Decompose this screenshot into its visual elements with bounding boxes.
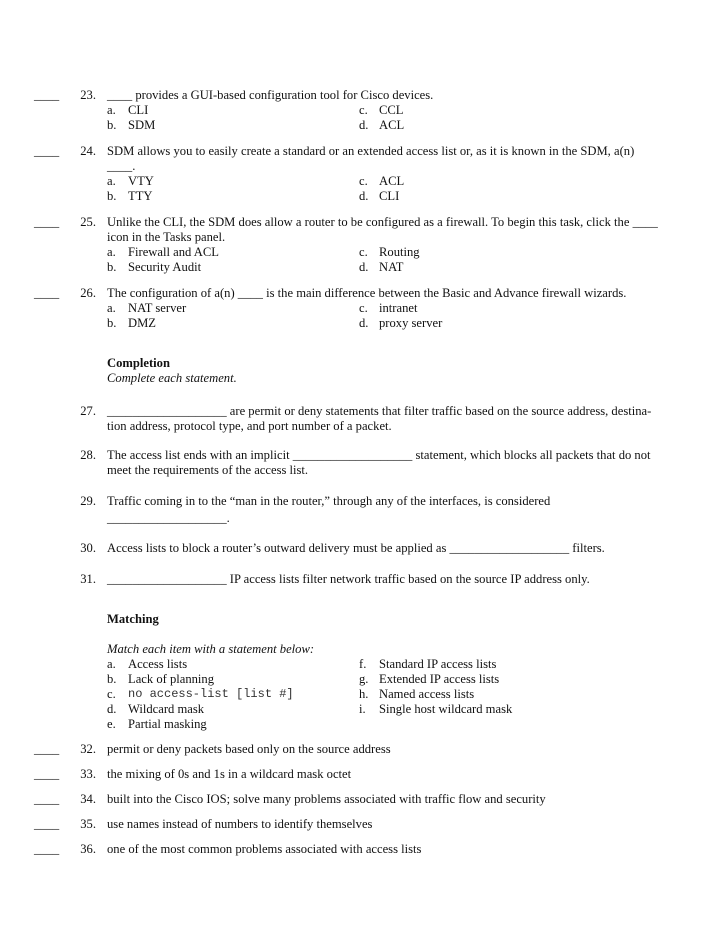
completion-statement: The access list ends with an implicit ___________________ statement, which blocks all packets that do not	[107, 448, 651, 462]
section-heading-completion: Completion	[107, 356, 170, 370]
answer-blank[interactable]: ____	[34, 215, 60, 229]
question-number: 27.	[80, 404, 96, 418]
option-letter: c.	[359, 245, 368, 259]
option-text: ACL	[379, 118, 405, 132]
completion-statement-cont: ___________________.	[107, 511, 230, 525]
matching-statement: one of the most common problems associated with access lists	[107, 842, 422, 856]
question-stem: Unlike the CLI, the SDM does allow a router to be configured as a firewall. To begin this task, click the ____	[107, 215, 658, 229]
completion-statement-cont: tion address, protocol type, and port number of a packet.	[107, 419, 392, 433]
choice-text: Named access lists	[379, 687, 475, 701]
option-text: proxy server	[379, 316, 443, 330]
matching-statement: use names instead of numbers to identify themselves	[107, 817, 373, 831]
option-letter: d.	[359, 118, 369, 132]
choice-letter: i.	[359, 702, 366, 716]
answer-blank[interactable]: ____	[34, 767, 60, 781]
option-letter: b.	[107, 316, 117, 330]
option-letter: d.	[359, 260, 369, 274]
choice-letter: f.	[359, 657, 367, 671]
choice-letter: e.	[107, 717, 116, 731]
option-letter: a.	[107, 174, 116, 188]
option-text: Firewall and ACL	[128, 245, 219, 259]
option-letter: a.	[107, 103, 116, 117]
answer-blank[interactable]: ____	[34, 842, 60, 856]
matching-statement: built into the Cisco IOS; solve many problems associated with traffic flow and security	[107, 792, 546, 806]
question-stem: SDM allows you to easily create a standard or an extended access list or, as it is known in the SDM, a(n)	[107, 144, 635, 158]
question-number: 30.	[80, 541, 96, 555]
option-text: NAT server	[128, 301, 187, 315]
option-letter: d.	[359, 189, 369, 203]
question-stem-cont: icon in the Tasks panel.	[107, 230, 226, 244]
choice-letter: h.	[359, 687, 369, 701]
option-text: intranet	[379, 301, 418, 315]
choice-letter: a.	[107, 657, 116, 671]
choice-text-code: no access-list [list #]	[128, 687, 294, 701]
question-number: 28.	[80, 448, 96, 462]
section-instruction-completion: Complete each statement.	[107, 371, 237, 385]
option-text: SDM	[128, 118, 156, 132]
option-text: VTY	[128, 174, 154, 188]
choice-letter: g.	[359, 672, 369, 686]
matching-statement: the mixing of 0s and 1s in a wildcard mask octet	[107, 767, 352, 781]
question-number: 29.	[80, 494, 96, 508]
choice-letter: d.	[107, 702, 117, 716]
answer-blank[interactable]: ____	[34, 817, 60, 831]
question-number: 24.	[80, 144, 96, 158]
answer-blank[interactable]: ____	[34, 742, 60, 756]
option-letter: b.	[107, 260, 117, 274]
option-text: CCL	[379, 103, 404, 117]
option-text: ACL	[379, 174, 405, 188]
option-letter: c.	[359, 103, 368, 117]
completion-statement: ___________________ are permit or deny statements that filter traffic based on the source address, destina-	[107, 404, 652, 418]
choice-text: Single host wildcard mask	[379, 702, 513, 716]
option-letter: b.	[107, 118, 117, 132]
completion-statement: Access lists to block a router’s outward delivery must be applied as ___________________ filters.	[107, 541, 605, 555]
choice-text: Standard IP access lists	[379, 657, 497, 671]
section-instruction-matching: Match each item with a statement below:	[107, 642, 315, 656]
choice-text: Lack of planning	[128, 672, 215, 686]
option-text: TTY	[128, 189, 153, 203]
choice-text: Partial masking	[128, 717, 207, 731]
option-text: DMZ	[128, 316, 156, 330]
completion-statement: ___________________ IP access lists filter network traffic based on the source IP address only.	[107, 572, 590, 586]
option-text: Routing	[379, 245, 420, 259]
completion-statement-cont: meet the requirements of the access list.	[107, 463, 309, 477]
option-text: NAT	[379, 260, 404, 274]
question-stem: ____ provides a GUI-based configuration tool for Cisco devices.	[107, 88, 434, 102]
option-letter: c.	[359, 174, 368, 188]
option-letter: b.	[107, 189, 117, 203]
question-number: 33.	[80, 767, 96, 781]
choice-text: Extended IP access lists	[379, 672, 500, 686]
question-number: 26.	[80, 286, 96, 300]
option-text: CLI	[128, 103, 149, 117]
question-number: 23.	[80, 88, 96, 102]
question-number: 34.	[80, 792, 96, 806]
choice-letter: b.	[107, 672, 117, 686]
option-letter: a.	[107, 245, 116, 259]
question-number: 35.	[80, 817, 96, 831]
question-number: 36.	[80, 842, 96, 856]
matching-statement: permit or deny packets based only on the source address	[107, 742, 391, 756]
choice-text: Wildcard mask	[128, 702, 205, 716]
option-letter: a.	[107, 301, 116, 315]
answer-blank[interactable]: ____	[34, 286, 60, 300]
completion-statement: Traffic coming in to the “man in the router,” through any of the interfaces, is considered	[107, 494, 551, 508]
question-number: 25.	[80, 215, 96, 229]
option-text: CLI	[379, 189, 400, 203]
option-letter: d.	[359, 316, 369, 330]
option-text: Security Audit	[128, 260, 202, 274]
question-stem: The configuration of a(n) ____ is the main difference between the Basic and Advance firewall wizards.	[107, 286, 627, 300]
question-number: 31.	[80, 572, 96, 586]
option-letter: c.	[359, 301, 368, 315]
choice-letter: c.	[107, 687, 116, 701]
section-heading-matching: Matching	[107, 612, 159, 626]
answer-blank[interactable]: ____	[34, 144, 60, 158]
answer-blank[interactable]: ____	[34, 792, 60, 806]
choice-text: Access lists	[128, 657, 188, 671]
question-stem-cont: ____.	[107, 159, 136, 173]
answer-blank[interactable]: ____	[34, 88, 60, 102]
question-number: 32.	[80, 742, 96, 756]
